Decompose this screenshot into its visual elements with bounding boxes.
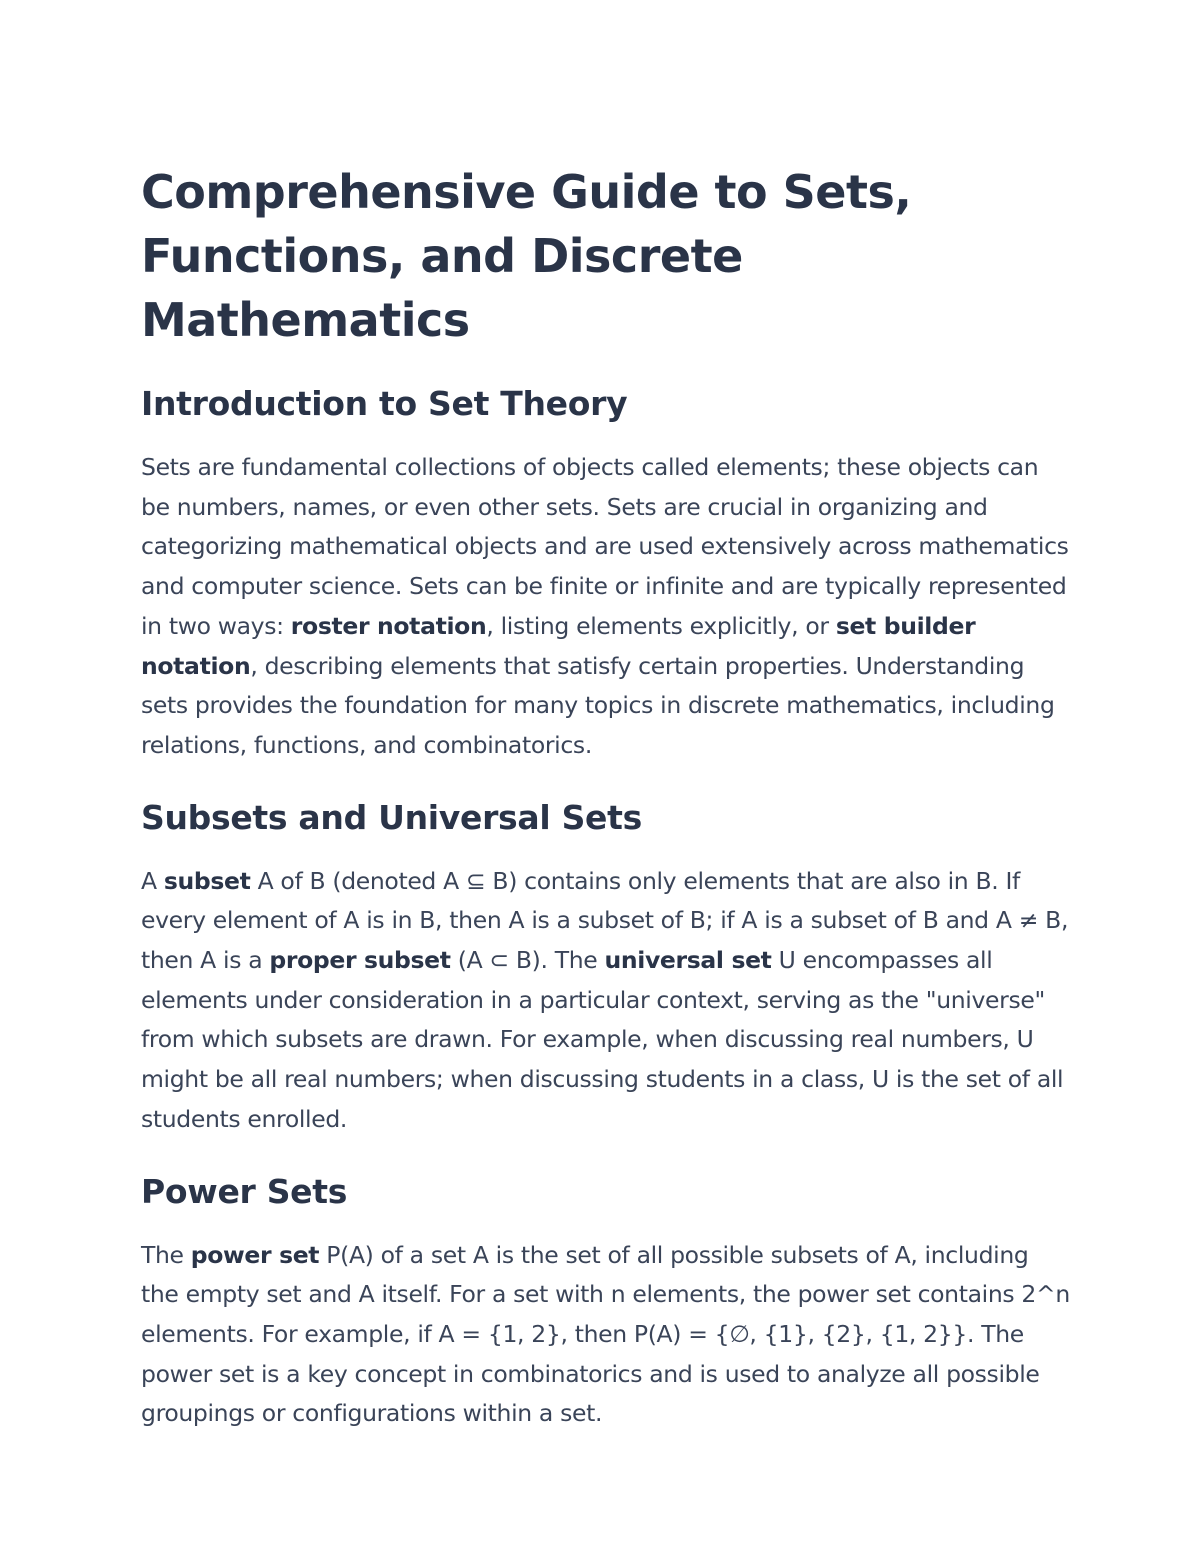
term-universal-set: universal set	[604, 946, 772, 975]
text-run: P(A) of a set A is the set of all possible subsets of A, including the empty set and A itself. For a set with n elements, the power set contains 2^n elements. For example, if A = {1, 2}, then P(A) = {∅, {1}, {2}, {1, 2}}. The power set is a key concept in combinatorics and is used to analyze all possible groupings or configurations within a set.	[141, 1240, 1070, 1428]
text-run: U encompasses all elements under consideration in a particular context, serving as the "universe" from which subsets are drawn. For example, when discussing real numbers, U might be all real numbers; when discussing students in a class, U is the set of all students enrolled.	[141, 946, 1064, 1133]
section-paragraph	[141, 448, 1071, 766]
term-power-set: power set	[190, 1240, 320, 1269]
text-run: The	[141, 1240, 191, 1269]
section-paragraph	[141, 862, 1071, 1140]
term-proper-subset: proper subset	[269, 946, 451, 975]
document-title: Comprehensive Guide to Sets, Functions, and Discrete Mathematics	[141, 165, 912, 347]
section-heading: Subsets and Universal Sets	[141, 797, 642, 837]
section-heading: Introduction to Set Theory	[141, 384, 628, 423]
text-run: , listing elements explicitly, or	[486, 611, 836, 640]
section-set-theory	[141, 382, 1071, 766]
section-subsets	[141, 796, 1071, 1140]
section-paragraph	[141, 1236, 1071, 1435]
text-run: , describing elements that satisfy certain properties. Understanding sets provides the foundation for many topics in discrete mathematics, including relations, functions, and combinatorics.	[141, 651, 1055, 759]
text-run: Sets are fundamental collections of objects called elements; these objects can be numbers, names, or even other sets. Sets are crucial in organizing and categorizing mathematical objects and are used extensively across mathematics and computer science. Sets can be finite or infinite and are typically represented in two ways:	[141, 453, 1069, 640]
section-heading: Power Sets	[141, 1171, 348, 1211]
text-run: (A ⊂ B). The	[450, 946, 605, 975]
term-subset: subset	[163, 866, 251, 895]
section-power-sets	[141, 1170, 1071, 1435]
term-roster-notation: roster notation	[290, 611, 487, 640]
text-run: A of B (denoted A ⊆ B) contains only elements that are also in B. If every element of A is in B, then A is a subset of B; if A is a subset of B and A ≠ B, then A is a	[141, 866, 1069, 975]
document-page	[141, 160, 1071, 1464]
text-run: A	[141, 866, 164, 895]
term-set-builder-notation: set builder notation	[141, 611, 976, 680]
